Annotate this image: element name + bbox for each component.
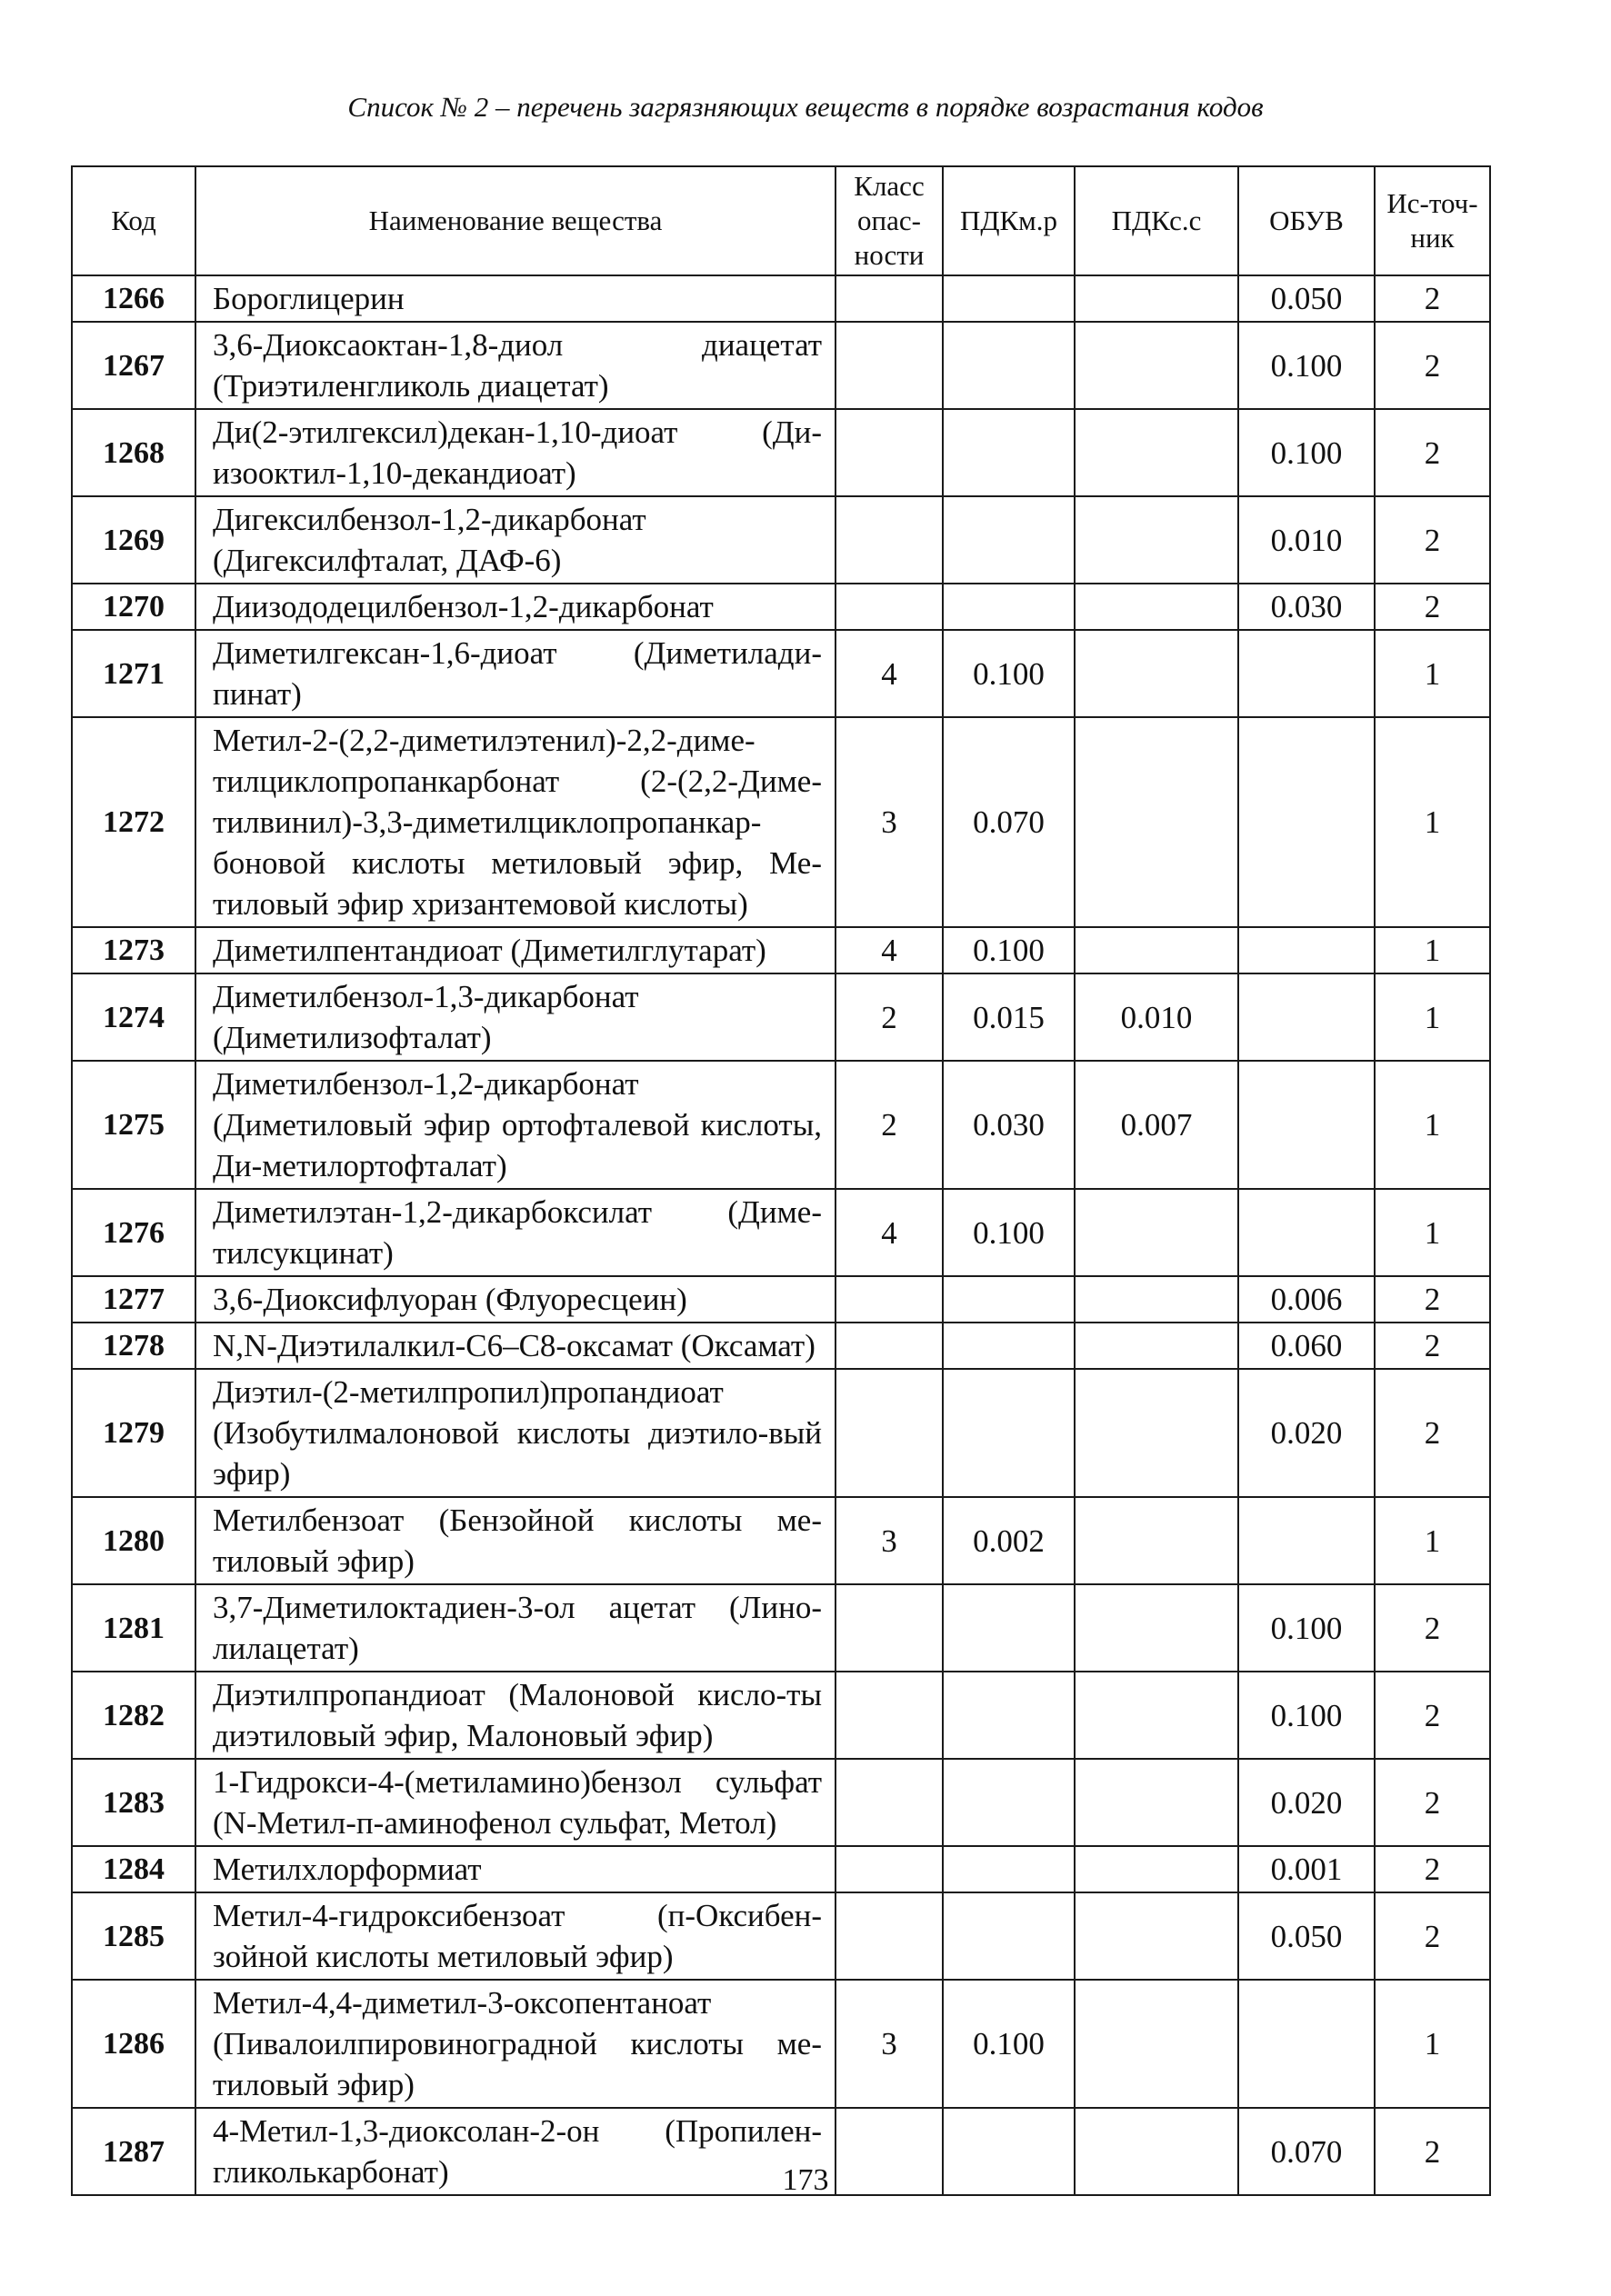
cell-code: 1278 [72, 1323, 195, 1369]
cell-name: Диизододецилбензол-1,2-дикарбонат [195, 584, 836, 630]
cell-pdk-ss [1075, 1846, 1238, 1892]
cell-pdk-ss [1075, 409, 1238, 496]
table-row [72, 1061, 1490, 1189]
cell-code: 1274 [72, 973, 195, 1061]
cell-pdk-mr [943, 584, 1075, 630]
cell-source: 2 [1375, 1846, 1490, 1892]
cell-obuv [1238, 1980, 1375, 2108]
cell-code: 1283 [72, 1759, 195, 1846]
page-number: 173 [782, 2163, 829, 2197]
cell-hazard-class [836, 1584, 943, 1672]
cell-obuv: 0.100 [1238, 1584, 1375, 1672]
cell-pdk-mr [943, 1672, 1075, 1759]
table-row [72, 496, 1490, 584]
table-row [72, 1892, 1490, 1980]
cell-pdk-mr: 0.002 [943, 1497, 1075, 1584]
header-name: Наименование вещества [195, 166, 836, 275]
cell-source: 2 [1375, 1369, 1490, 1497]
cell-pdk-mr: 0.030 [943, 1061, 1075, 1189]
cell-pdk-mr [943, 1369, 1075, 1497]
substances-table [71, 165, 1491, 2196]
cell-name: Диэтилпропандиоат (Малоновой кисло-ты диэтиловый эфир, Малоновый эфир) [195, 1672, 836, 1759]
cell-obuv: 0.030 [1238, 584, 1375, 630]
cell-name: Метилхлорформиат [195, 1846, 836, 1892]
cell-source: 2 [1375, 1672, 1490, 1759]
cell-code: 1285 [72, 1892, 195, 1980]
cell-code: 1276 [72, 1189, 195, 1276]
cell-obuv [1238, 1189, 1375, 1276]
cell-hazard-class: 3 [836, 1980, 943, 2108]
cell-hazard-class [836, 584, 943, 630]
cell-pdk-ss [1075, 927, 1238, 973]
cell-hazard-class: 3 [836, 717, 943, 927]
cell-hazard-class [836, 1276, 943, 1323]
cell-source: 2 [1375, 1892, 1490, 1980]
cell-name: Метил-4-гидроксибензоат (п-Оксибен-зойной кислоты метиловый эфир) [195, 1892, 836, 1980]
cell-pdk-ss [1075, 717, 1238, 927]
cell-obuv: 0.100 [1238, 1672, 1375, 1759]
cell-source: 1 [1375, 1980, 1490, 2108]
table-row [72, 1189, 1490, 1276]
cell-source: 1 [1375, 973, 1490, 1061]
header-hazard-class: Класс опас-ности [836, 166, 943, 275]
cell-source: 2 [1375, 1759, 1490, 1846]
cell-pdk-mr [943, 1846, 1075, 1892]
cell-pdk-mr [943, 1323, 1075, 1369]
cell-obuv [1238, 1497, 1375, 1584]
cell-name: N,N-Диэтилалкил-C6–C8-оксамат (Оксамат) [195, 1323, 836, 1369]
cell-pdk-ss: 0.010 [1075, 973, 1238, 1061]
cell-name: Диэтил-(2-метилпропил)пропандиоат (Изобутилмалоновой кислоты диэтило-вый эфир) [195, 1369, 836, 1497]
cell-source: 2 [1375, 496, 1490, 584]
table-row [72, 1497, 1490, 1584]
cell-pdk-mr [943, 322, 1075, 409]
cell-pdk-mr [943, 1584, 1075, 1672]
cell-code: 1287 [72, 2108, 195, 2195]
cell-hazard-class: 2 [836, 973, 943, 1061]
cell-pdk-ss: 0.007 [1075, 1061, 1238, 1189]
cell-name: Бороглицерин [195, 275, 836, 322]
cell-source: 1 [1375, 1497, 1490, 1584]
cell-source: 2 [1375, 2108, 1490, 2195]
cell-obuv: 0.020 [1238, 1369, 1375, 1497]
table-row [72, 630, 1490, 717]
cell-code: 1286 [72, 1980, 195, 2108]
cell-source: 1 [1375, 630, 1490, 717]
cell-pdk-mr [943, 409, 1075, 496]
table-header-row [72, 166, 1490, 275]
cell-source: 2 [1375, 584, 1490, 630]
cell-code: 1267 [72, 322, 195, 409]
cell-name: Метилбензоат (Бензойной кислоты ме-тиловый эфир) [195, 1497, 836, 1584]
cell-source: 1 [1375, 1189, 1490, 1276]
cell-pdk-ss [1075, 1672, 1238, 1759]
table-row [72, 1672, 1490, 1759]
cell-hazard-class: 4 [836, 1189, 943, 1276]
cell-pdk-ss [1075, 630, 1238, 717]
cell-name: 3,7-Диметилоктадиен-3-ол ацетат (Лино-лилацетат) [195, 1584, 836, 1672]
cell-obuv: 0.050 [1238, 1892, 1375, 1980]
cell-pdk-mr [943, 1759, 1075, 1846]
cell-code: 1284 [72, 1846, 195, 1892]
table-row [72, 584, 1490, 630]
cell-pdk-ss [1075, 1980, 1238, 2108]
cell-name: 3,6-Диоксаоктан-1,8-диол диацетат (Триэтиленгликоль диацетат) [195, 322, 836, 409]
cell-source: 2 [1375, 1584, 1490, 1672]
cell-code: 1275 [72, 1061, 195, 1189]
cell-pdk-ss [1075, 1759, 1238, 1846]
cell-name: 3,6-Диоксифлуоран (Флуоресцеин) [195, 1276, 836, 1323]
cell-name: Метил-2-(2,2-диметилэтенил)-2,2-диме-тилциклопропанкарбонат (2-(2,2-Диме-тилвинил)-3,3-диметилциклопропанкар-боновой кислоты метиловый эфир, Ме-тиловый эфир хризантемовой кислоты) [195, 717, 836, 927]
cell-pdk-ss [1075, 1323, 1238, 1369]
cell-code: 1277 [72, 1276, 195, 1323]
cell-obuv: 0.050 [1238, 275, 1375, 322]
cell-code: 1269 [72, 496, 195, 584]
cell-pdk-mr [943, 1892, 1075, 1980]
cell-code: 1279 [72, 1369, 195, 1497]
table-row [72, 1369, 1490, 1497]
cell-pdk-ss [1075, 496, 1238, 584]
table-row [72, 717, 1490, 927]
cell-code: 1280 [72, 1497, 195, 1584]
header-source: Ис-точ-ник [1375, 166, 1490, 275]
table-row [72, 1584, 1490, 1672]
cell-source: 2 [1375, 322, 1490, 409]
cell-name: Диметилбензол-1,2-дикарбонат (Диметиловый эфир ортофталевой кислоты, Ди-метилортофталат) [195, 1061, 836, 1189]
cell-pdk-mr: 0.100 [943, 1980, 1075, 2108]
cell-obuv: 0.060 [1238, 1323, 1375, 1369]
cell-name: Метил-4,4-диметил-3-оксопентаноат (Пивалоилпировиноградной кислоты ме-тиловый эфир) [195, 1980, 836, 2108]
cell-pdk-ss [1075, 1584, 1238, 1672]
cell-pdk-ss [1075, 584, 1238, 630]
cell-hazard-class [836, 1323, 943, 1369]
cell-obuv: 0.020 [1238, 1759, 1375, 1846]
cell-source: 2 [1375, 409, 1490, 496]
cell-code: 1266 [72, 275, 195, 322]
cell-pdk-mr [943, 1276, 1075, 1323]
cell-obuv [1238, 1061, 1375, 1189]
cell-pdk-ss [1075, 1497, 1238, 1584]
cell-obuv: 0.070 [1238, 2108, 1375, 2195]
table-row [72, 1276, 1490, 1323]
cell-pdk-ss [1075, 1369, 1238, 1497]
cell-source: 1 [1375, 717, 1490, 927]
cell-name: Диметилэтан-1,2-дикарбоксилат (Диме-тилсукцинат) [195, 1189, 836, 1276]
table-row [72, 1323, 1490, 1369]
cell-obuv: 0.010 [1238, 496, 1375, 584]
cell-hazard-class: 4 [836, 927, 943, 973]
cell-hazard-class: 2 [836, 1061, 943, 1189]
table-row [72, 1759, 1490, 1846]
cell-code: 1271 [72, 630, 195, 717]
cell-obuv [1238, 973, 1375, 1061]
cell-hazard-class [836, 1892, 943, 1980]
cell-obuv [1238, 717, 1375, 927]
cell-pdk-ss [1075, 1189, 1238, 1276]
cell-pdk-mr: 0.100 [943, 1189, 1075, 1276]
cell-pdk-mr: 0.015 [943, 973, 1075, 1061]
cell-pdk-ss [1075, 275, 1238, 322]
cell-code: 1282 [72, 1672, 195, 1759]
cell-hazard-class [836, 1369, 943, 1497]
table-row [72, 1980, 1490, 2108]
table-row [72, 1846, 1490, 1892]
table-row [72, 322, 1490, 409]
cell-pdk-mr: 0.100 [943, 630, 1075, 717]
cell-name: Диметилбензол-1,3-дикарбонат (Диметилизофталат) [195, 973, 836, 1061]
cell-hazard-class [836, 496, 943, 584]
cell-name: Дигексилбензол-1,2-дикарбонат (Дигексилфталат, ДАФ-6) [195, 496, 836, 584]
cell-pdk-mr [943, 275, 1075, 322]
cell-source: 2 [1375, 1323, 1490, 1369]
cell-pdk-ss [1075, 1892, 1238, 1980]
cell-code: 1281 [72, 1584, 195, 1672]
cell-obuv [1238, 630, 1375, 717]
header-pdk-ss: ПДКс.с [1075, 166, 1238, 275]
cell-source: 1 [1375, 1061, 1490, 1189]
cell-name: 1-Гидрокси-4-(метиламино)бензол сульфат (N-Метил-п-аминофенол сульфат, Метол) [195, 1759, 836, 1846]
cell-hazard-class [836, 322, 943, 409]
cell-code: 1273 [72, 927, 195, 973]
cell-hazard-class [836, 1759, 943, 1846]
cell-hazard-class [836, 1672, 943, 1759]
table-row [72, 927, 1490, 973]
cell-pdk-mr [943, 496, 1075, 584]
cell-name: Диметилпентандиоат (Диметилглутарат) [195, 927, 836, 973]
table-row [72, 973, 1490, 1061]
cell-obuv: 0.100 [1238, 409, 1375, 496]
cell-hazard-class: 4 [836, 630, 943, 717]
cell-name: Ди(2-этилгексил)декан-1,10-диоат (Ди-изооктил-1,10-декандиоат) [195, 409, 836, 496]
table-row [72, 275, 1490, 322]
cell-obuv: 0.100 [1238, 322, 1375, 409]
cell-name: Диметилгексан-1,6-диоат (Диметилади-пинат) [195, 630, 836, 717]
cell-hazard-class [836, 275, 943, 322]
cell-source: 1 [1375, 927, 1490, 973]
cell-code: 1268 [72, 409, 195, 496]
cell-source: 2 [1375, 1276, 1490, 1323]
page-title: Список № 2 – перечень загрязняющих веществ в порядке возрастания кодов [347, 91, 1264, 123]
cell-name: 4-Метил-1,3-диоксолан-2-он (Пропилен-гликолькарбонат) [195, 2108, 836, 2195]
cell-obuv [1238, 927, 1375, 973]
cell-code: 1270 [72, 584, 195, 630]
header-pdk-mr: ПДКм.р [943, 166, 1075, 275]
cell-source: 2 [1375, 275, 1490, 322]
cell-pdk-ss [1075, 1276, 1238, 1323]
header-code: Код [72, 166, 195, 275]
cell-obuv: 0.001 [1238, 1846, 1375, 1892]
cell-pdk-mr: 0.070 [943, 717, 1075, 927]
cell-pdk-mr: 0.100 [943, 927, 1075, 973]
cell-hazard-class [836, 409, 943, 496]
table-row [72, 409, 1490, 496]
cell-pdk-ss [1075, 322, 1238, 409]
cell-hazard-class [836, 1846, 943, 1892]
cell-hazard-class: 3 [836, 1497, 943, 1584]
cell-code: 1272 [72, 717, 195, 927]
header-obuv: ОБУВ [1238, 166, 1375, 275]
cell-obuv: 0.006 [1238, 1276, 1375, 1323]
